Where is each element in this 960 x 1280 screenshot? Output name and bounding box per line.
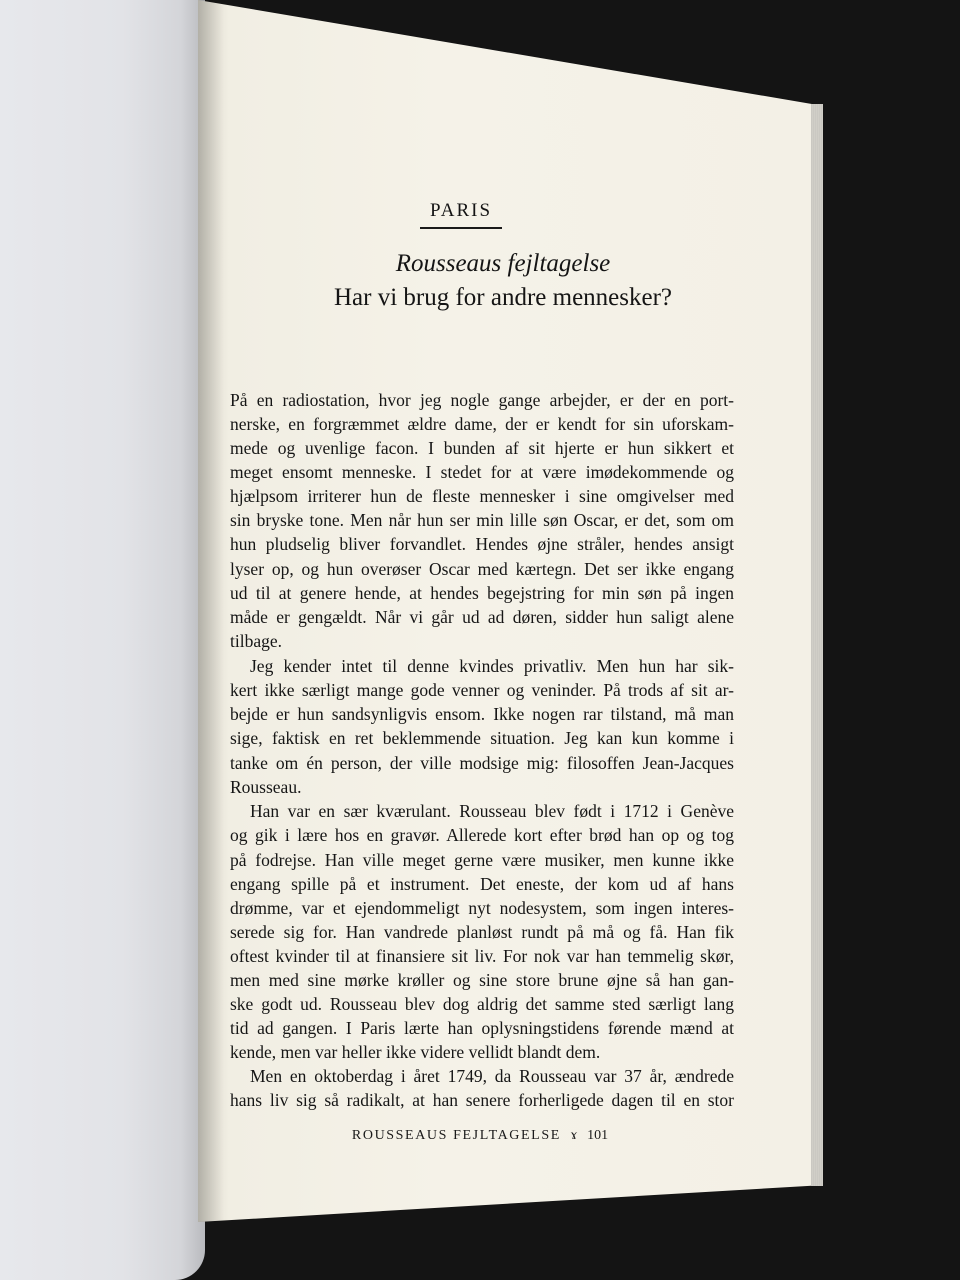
text-line: engang spille på et instrument. Det eneste, der kom ud af hans [230, 874, 734, 894]
text-line: meget ensomt menneske. I stedet for at være imødekommende og [230, 462, 734, 482]
text-line: serede sig for. Han vandrede planløst rundt på må og få. Han fik [230, 922, 734, 942]
text-line: sige, faktisk en ret beklemmende situation. Jeg kan kun komme i [230, 728, 734, 748]
text-line: bejde er hun sandsynligvis ensom. Ikke nogen rar tilstand, må man [230, 704, 734, 724]
page-edges [811, 104, 823, 1186]
text-line: kende, men var heller ikke videre vellidt blandt dem. [230, 1042, 601, 1062]
text-line: og gik i lære hos en gravør. Allerede kort efter brød han op og tog [230, 825, 734, 845]
header-rule [420, 227, 502, 229]
text-line: drømme, var et ejendommeligt nyt nodesystem, som ingen interes- [230, 898, 734, 918]
text-line: På en radiostation, hvor jeg nogle gange arbejder, er der en port- [230, 390, 734, 410]
text-line: Men en oktoberdag i året 1749, da Rousseau var 37 år, ændrede [250, 1066, 734, 1086]
text-line: på fodrejse. Han ville meget gerne være musiker, men kunne ikke [230, 850, 734, 870]
text-line: tid ad gangen. I Paris lærte han oplysningstidens førende mænd at [230, 1018, 734, 1038]
text-line: ud til at genere hende, at hendes begejstring for min søn på ingen [230, 583, 734, 603]
text-line: kert ikke særligt mange gode venner og veninder. På trods af sit ar- [230, 680, 734, 700]
section-header: PARIS [429, 200, 493, 221]
left-page [0, 0, 205, 1280]
text-line: ske godt ud. Rousseau blev dog aldrig det samme sted særligt lang [230, 994, 734, 1014]
text-line: måde er gengældt. Når vi går ud ad døren, sidder hun saligt alene [230, 607, 734, 627]
page-footer [300, 1128, 660, 1144]
page-number: 101 [587, 1128, 609, 1143]
text-line: tilbage. [230, 631, 282, 651]
text-line: Rousseau. [230, 777, 302, 797]
text-line: hjælpsom irriterer hun de fleste mennesker i sine omgivelser med [230, 486, 734, 506]
text-line: men med sine mørke krøller og sine store brune øjne så han gan- [230, 970, 734, 990]
chapter-subtitle: Har vi brug for andre mennesker? [333, 284, 673, 311]
text-line: oftest kvinder til at finansiere sit liv. For nok var han temmelig skør, [230, 946, 734, 966]
text-line: Han var en sær kværulant. Rousseau blev født i 1712 i Genève [250, 801, 734, 821]
chapter-title: Rousseaus fejltagelse [395, 250, 611, 277]
text-line: nerske, en forgræmmet ældre dame, der er kendt for sin uforskam- [230, 414, 734, 434]
ornament-icon: ɤ [570, 1128, 578, 1143]
text-line: hun pludselig bliver forvandlet. Hendes øjne stråler, hendes ansigt [230, 534, 734, 554]
text-line: lyser op, og hun overøser Oscar med kærtegn. Det ser ikke engang [230, 559, 734, 579]
text-line: hans liv sig så radikalt, at han senere forherligede dagen til en stor [230, 1090, 734, 1110]
text-line: tanke om én person, der ville modsige mig: filosoffen Jean-Jacques [230, 753, 734, 773]
text-line: mede og uvenlige facon. I bunden af sit hjerte er hun sikkert et [230, 438, 734, 458]
text-line: sin bryske tone. Men når hun ser min lille søn Oscar, er det, som om [230, 510, 734, 530]
spine-shadow [198, 0, 224, 1222]
text-line: Jeg kender intet til denne kvindes privatliv. Men hun har sik- [250, 656, 734, 676]
running-title: ROUSSEAUS FEJLTAGELSE [351, 1128, 561, 1143]
